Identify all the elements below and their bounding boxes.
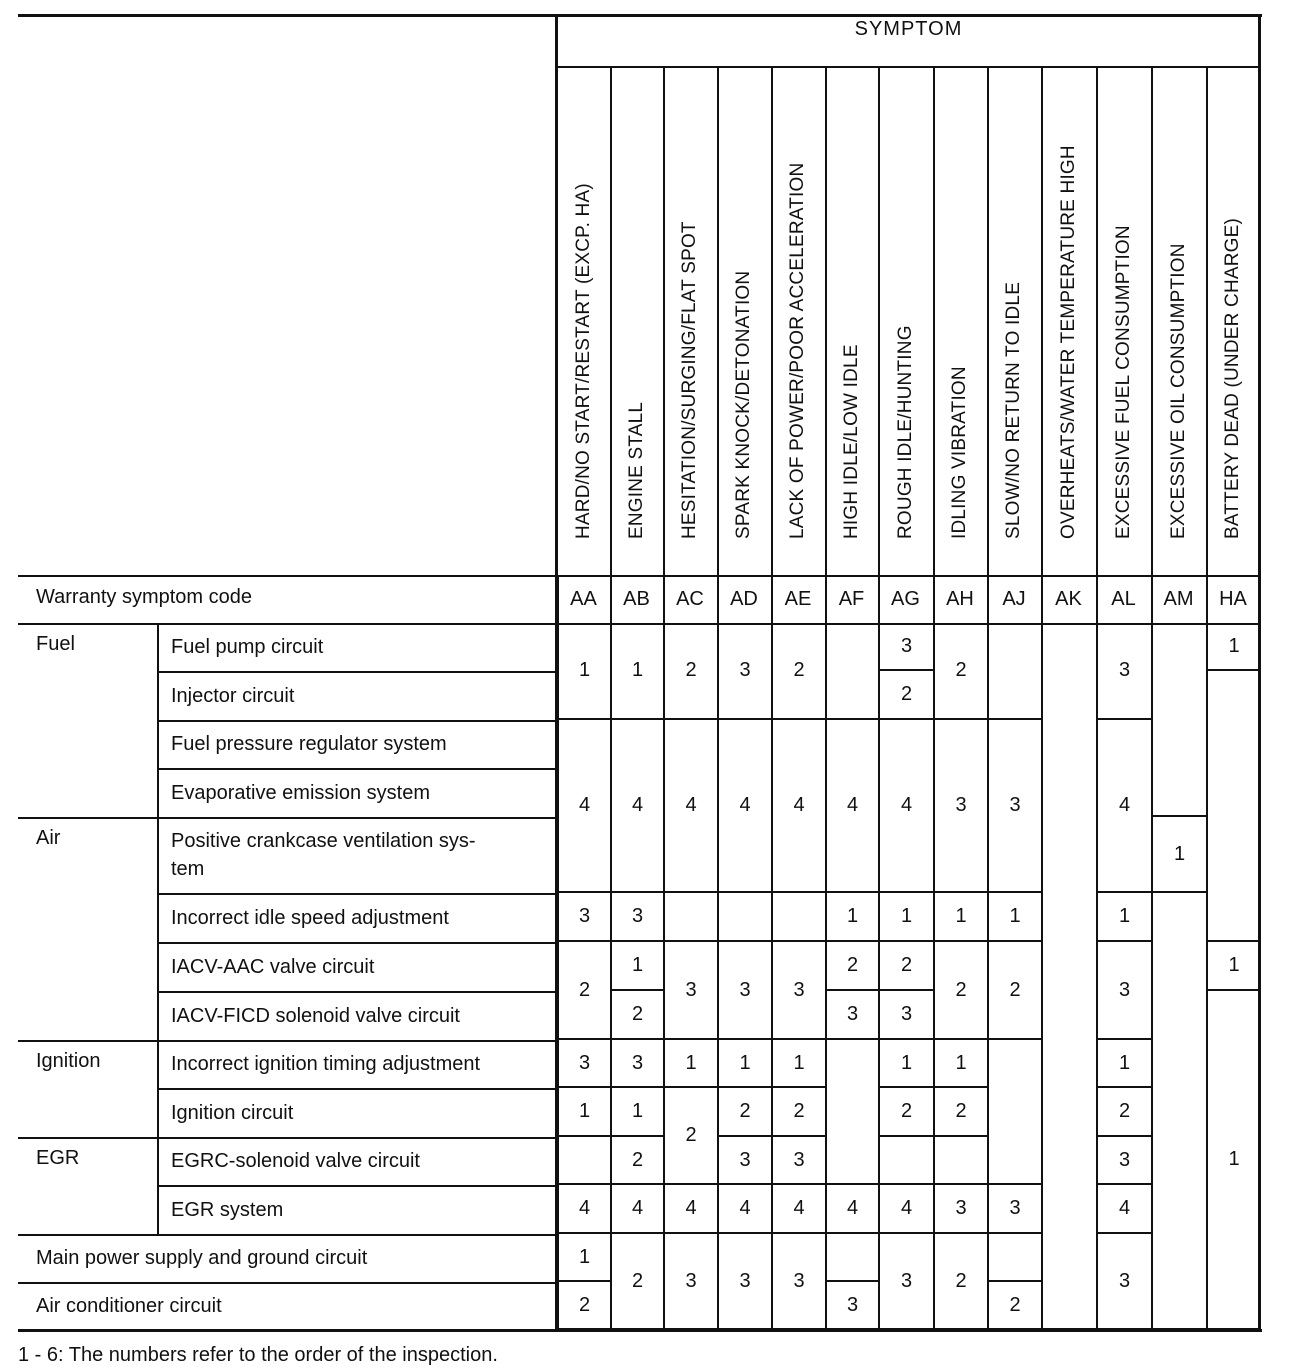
inspection-order-cell: 4 [878,1185,933,1234]
symptom-name: BATTERY DEAD (UNDER CHARGE) [1222,217,1243,539]
inspection-order-cell: 3 [1096,623,1151,720]
row-label: Incorrect ignition timing adjustment [171,1053,481,1075]
inspection-order-cell: 3 [878,991,933,1040]
inspection-order-cell [1206,671,1260,942]
inspection-order-cell: 2 [557,1282,610,1330]
symptom-header [663,66,717,575]
inspection-order-cell: 2 [825,942,878,991]
category-label: Air [36,827,61,849]
inspection-order-cell [557,1137,610,1185]
inspection-order-cell: 3 [771,1234,825,1330]
inspection-order-cell: 2 [663,1088,717,1185]
inspection-order-cell: 2 [933,1234,987,1330]
inspection-order-cell: 1 [1206,623,1260,671]
inspection-order-cell: 1 [878,1040,933,1088]
symptom-header [1206,66,1260,575]
code-column-divider [771,575,773,623]
category-separator [18,1040,157,1042]
symptom-name: SLOW/NO RETURN TO IDLE [1003,281,1024,539]
inspection-order-cell: 1 [557,623,610,720]
inspection-order-cell: 4 [557,720,610,893]
warranty-code: AH [946,587,974,610]
row-label: Incorrect idle speed adjustment [171,906,449,929]
code-column-divider [1206,575,1208,623]
category-label: Ignition [36,1050,101,1072]
row-separator [157,768,557,770]
inspection-order-cell: 1 [933,1040,987,1088]
row-separator [157,1185,557,1187]
row-label: Main power supply and ground circuit [36,1247,368,1269]
inspection-order-cell: 3 [557,1040,610,1088]
warranty-code: AB [623,587,650,610]
symptom-name: HARD/NO START/RESTART (EXCP. HA) [572,183,594,539]
inspection-order-cell: 3 [717,942,771,1040]
row-separator [157,1137,557,1139]
warranty-code: AF [838,587,865,610]
warranty-code-label: Warranty symptom code [36,586,252,608]
inspection-order-cell: 1 [825,893,878,942]
code-column-divider [878,575,880,623]
inspection-order-cell: 1 [610,942,663,991]
row-label: EGRC-solenoid valve circuit [171,1150,420,1172]
symptom-name: EXCESSIVE OIL CONSUMPTION [1167,243,1189,539]
inspection-order-cell: 4 [610,720,663,893]
inspection-order-cell: 4 [825,720,878,893]
inspection-order-cell: 3 [610,893,663,942]
inspection-order-cell: 1 [1206,942,1260,991]
inspection-order-cell: 1 [610,623,663,720]
symptom-name: ROUGH IDLE/HUNTING [894,325,916,539]
inspection-order-cell: 4 [557,1185,610,1234]
inspection-order-cell: 1 [1206,991,1260,1330]
inspection-order-cell: 4 [717,1185,771,1234]
row-separator [157,720,557,722]
category-separator [18,817,157,819]
inspection-order-cell: 3 [717,623,771,720]
inspection-order-cell: 3 [933,1185,987,1234]
inspection-order-cell: 1 [663,1040,717,1088]
inspection-order-cell [933,1137,987,1185]
symptom-header [1151,66,1206,575]
inspection-order-cell: 1 [878,893,933,942]
inspection-order-cell [987,1234,1041,1282]
inspection-order-cell: 4 [878,720,933,893]
inspection-order-cell: 3 [933,720,987,893]
warranty-code: AE [784,587,812,610]
inspection-order-cell [1041,623,1096,1330]
category-label: Fuel [36,633,75,655]
row-label: Ignition circuit [171,1101,294,1124]
inspection-order-cell: 3 [717,1137,771,1185]
inspection-order-cell: 1 [1096,1040,1151,1088]
inspection-order-cell: 2 [557,942,610,1040]
inspection-order-cell: 2 [878,942,933,991]
inspection-order-cell: 3 [663,942,717,1040]
inspection-order-cell [987,623,1041,720]
inspection-order-cell: 1 [1151,817,1206,893]
row-label: Injector circuit [171,684,295,707]
symptom-name: ENGINE STALL [625,401,647,539]
inspection-order-cell: 2 [878,671,933,720]
footnote: 1 - 6: The numbers refer to the order of the inspection. [18,1344,498,1366]
warranty-code: AK [1055,587,1082,610]
row-label: IACV-FICD solenoid valve circuit [171,1004,460,1027]
warranty-code: HA [1219,587,1247,610]
row-label: Fuel pump circuit [171,636,324,658]
inspection-order-cell: 3 [717,1234,771,1330]
inspection-order-cell: 3 [771,1137,825,1185]
inspection-order-cell: 4 [771,1185,825,1234]
symptom-header [771,66,825,575]
symptom-name: EXCESSIVE FUEL CONSUMPTION [1112,225,1134,539]
row-separator [157,1040,557,1042]
symptom-name: OVERHEATS/WATER TEMPERATURE HIGH [1057,145,1079,539]
inspection-order-cell [663,893,717,942]
inspection-order-cell: 3 [825,991,878,1040]
inspection-order-cell: 4 [1096,720,1151,893]
symptom-header [933,66,987,575]
inspection-order-cell: 2 [987,1282,1041,1330]
code-column-divider [987,575,989,623]
row-label: Air conditioner circuit [36,1295,222,1317]
inspection-order-cell: 3 [1096,1137,1151,1185]
code-column-divider [663,575,665,623]
row-label: Positive crankcase ventilation sys- tem [171,830,476,880]
inspection-order-cell [987,1040,1041,1185]
code-column-divider [1151,575,1153,623]
inspection-order-cell: 3 [1096,1234,1151,1330]
inspection-order-cell: 1 [557,1234,610,1282]
inspection-order-cell [1151,893,1206,1330]
inspection-order-cell: 3 [878,1234,933,1330]
inspection-order-cell: 2 [771,1088,825,1137]
symptom-name: IDLING VIBRATION [949,366,970,539]
row-label: EGR system [171,1198,284,1221]
row-separator [157,1088,557,1090]
inspection-order-cell: 1 [933,893,987,942]
warranty-code: AJ [1002,587,1026,610]
row-separator [157,893,557,895]
row-separator [157,942,557,944]
inspection-order-cell: 2 [610,1137,663,1185]
code-column-divider [557,575,559,623]
inspection-order-cell: 4 [825,1185,878,1234]
inspection-order-cell: 3 [663,1234,717,1330]
inspection-order-cell: 4 [1096,1185,1151,1234]
inspection-order-cell: 2 [610,1234,663,1330]
symptom-name: HESITATION/SURGING/FLAT SPOT [679,221,700,539]
table-top-border [18,14,1262,17]
symptom-header [825,66,878,575]
symptom-header [557,66,610,575]
category-separator [18,1137,157,1139]
code-column-divider [933,575,935,623]
inspection-order-cell: 3 [825,1282,878,1330]
inspection-order-cell: 1 [987,893,1041,942]
code-column-divider [610,575,612,623]
inspection-order-cell: 4 [717,720,771,893]
code-column-divider [1096,575,1098,623]
inspection-order-cell: 2 [663,623,717,720]
inspection-order-cell: 2 [878,1088,933,1137]
inspection-order-cell: 2 [933,623,987,720]
row-separator [157,817,557,819]
inspection-order-cell: 3 [771,942,825,1040]
inspection-order-cell: 2 [771,623,825,720]
inspection-order-cell: 2 [717,1088,771,1137]
inspection-order-cell: 2 [610,991,663,1040]
inspection-order-cell: 3 [878,623,933,671]
inspection-order-cell: 4 [663,720,717,893]
row-label: Fuel pressure regulator system [171,733,447,755]
warranty-code: AD [730,587,758,610]
symptom-name: HIGH IDLE/LOW IDLE [840,344,862,539]
warranty-code: AG [891,587,920,610]
inspection-order-cell: 3 [1096,942,1151,1040]
symptom-name: LACK OF POWER/POOR ACCELERATION [787,162,808,539]
symptom-header [610,66,663,575]
inspection-order-cell [878,1137,933,1185]
inspection-order-cell: 3 [987,1185,1041,1234]
row-label: Evaporative emission system [171,781,430,804]
symptom-header [987,66,1041,575]
category-label: EGR [36,1147,80,1169]
row-label: IACV-AAC valve circuit [171,955,375,978]
warranty-code: AC [676,587,704,610]
inspection-order-cell: 1 [771,1040,825,1088]
symptom-name: SPARK KNOCK/DETONATION [733,270,754,539]
inspection-order-cell: 2 [933,1088,987,1137]
inspection-order-cell [1151,623,1206,817]
inspection-order-cell: 4 [663,1185,717,1234]
code-column-divider [717,575,719,623]
inspection-order-cell: 4 [610,1185,663,1234]
code-column-divider [1041,575,1043,623]
inspection-order-cell: 1 [557,1088,610,1137]
inspection-order-cell: 2 [1096,1088,1151,1137]
inspection-order-cell: 3 [557,893,610,942]
row-separator [157,991,557,993]
inspection-order-cell [825,1040,878,1185]
symptom-header [717,66,771,575]
symptom-header [1041,66,1096,575]
inspection-order-cell: 3 [610,1040,663,1088]
inspection-order-cell: 2 [933,942,987,1040]
inspection-order-cell [825,623,878,720]
warranty-code: AA [570,587,597,610]
inspection-order-cell: 1 [1096,893,1151,942]
inspection-order-cell [771,893,825,942]
symptom-header [1096,66,1151,575]
symptom-header [878,66,933,575]
inspection-order-cell: 4 [771,720,825,893]
inspection-order-cell: 1 [610,1088,663,1137]
inspection-order-cell: 1 [717,1040,771,1088]
symptom-title: SYMPTOM [854,18,963,40]
inspection-order-cell [825,1234,878,1282]
inspection-order-cell: 3 [987,720,1041,893]
inspection-order-cell [717,893,771,942]
inspection-order-cell: 2 [987,942,1041,1040]
warranty-code: AL [1111,587,1136,610]
row-separator [157,671,557,673]
code-column-divider [825,575,827,623]
warranty-code: AM [1163,587,1194,610]
